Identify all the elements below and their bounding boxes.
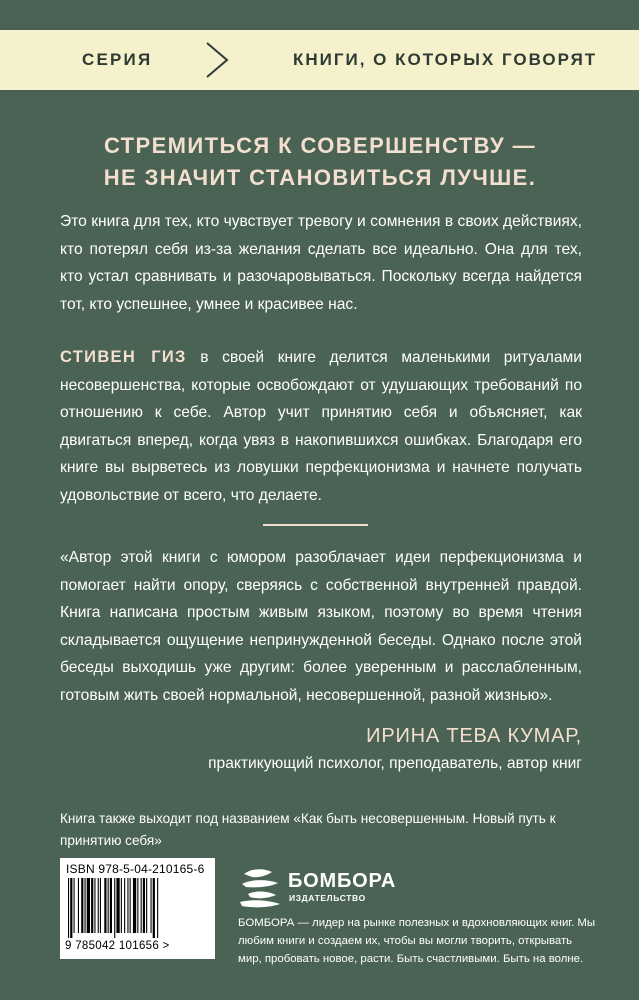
chevron-right-icon — [203, 41, 231, 79]
barcode-bar — [114, 878, 115, 938]
quote-author-role: практикующий психолог, преподаватель, автор книг — [208, 755, 582, 772]
barcode-bar — [94, 878, 95, 933]
quote-author: ИРИНА ТЕВА КУМАР, — [366, 725, 582, 747]
barcode-bar — [78, 878, 79, 933]
barcode-image — [66, 878, 209, 938]
barcode-digits-text: 9 785042 101656 > — [65, 940, 170, 952]
barcode-bar — [127, 878, 128, 933]
barcode-bar — [121, 878, 122, 933]
barcode-bar — [70, 878, 72, 938]
review-quote: «Автор этой книги с юмором разоблачает идеи перфекционизма и помогает найти опору, сверяясь с собственной внутренней правдой. Книга написана простым живым языком, поэтому во время чтения складывается ощущение непринужденной беседы. Однако после этой беседы выходишь уже другим: более уверенным и расслабленным, готовым жить своей нормальной, несовершенной, разной жизнью». — [60, 549, 582, 704]
barcode-bar — [153, 878, 155, 938]
author-paragraph — [60, 344, 582, 509]
barcode-bar — [116, 878, 119, 933]
bombora-logo-icon — [238, 868, 282, 908]
author-paragraph-text: в своей книге делится маленькими ритуалами несовершенства, которые освобождают от удушающих требований по отношению к себе. Автор учит принятию себя и объясняет, как двигаться вперед, когда увяз в накопившихся ошибках. Благодаря его книге вы вырветесь из ловушки перфекционизма и начнете получать удовольствие от всего, что делаете. — [60, 349, 582, 504]
author-name: СТИВЕН ГИЗ — [60, 348, 187, 366]
barcode-bar — [91, 878, 93, 933]
barcode-bar — [157, 878, 158, 938]
barcode-bar — [108, 878, 109, 933]
barcode-bar — [137, 878, 138, 933]
barcode-bar — [81, 878, 83, 933]
barcode-bar — [124, 878, 125, 933]
barcode-bar — [133, 878, 136, 933]
divider — [263, 524, 368, 526]
barcode-bar — [146, 878, 147, 933]
publisher-logo-subtitle: ИЗДАТЕЛЬСТВО — [289, 893, 366, 903]
description-paragraph: Это книга для тех, кто чувствует тревогу и сомнения в своих действиях, кто потерял себя из-за желания сделать все идеально. Она для тех, кто устал сравнивать и разочаровываться. Поскольку всегда найдется тот, кто успешнее, умнее и красивее нас. — [60, 213, 582, 313]
barcode-bar — [141, 878, 142, 933]
barcode-bar — [87, 878, 90, 933]
barcode-bar — [100, 878, 101, 933]
publisher-logo-text: БОМБОРА — [288, 870, 397, 892]
publisher-logo — [238, 868, 397, 908]
barcode-bar — [85, 878, 86, 933]
series-label: СЕРИЯ — [82, 50, 153, 69]
barcode-bar — [151, 878, 152, 933]
barcode-bar — [98, 878, 99, 933]
barcode-bar — [74, 878, 75, 933]
barcode-bar — [143, 878, 145, 933]
barcode-bar — [68, 878, 69, 938]
publisher-blurb: БОМБОРА — лидер на рынке полезных и вдохновляющих книг. Мы любим книги и создаем их, чтобы вы могли творить, открывать мир, пробовать новое, расти. Быть счастливыми. Быть на волне. — [238, 917, 596, 965]
series-name: КНИГИ, О КОТОРЫХ ГОВОРЯТ — [293, 50, 598, 69]
headline-line-2: НЕ ЗНАЧИТ СТАНОВИТЬСЯ ЛУЧШЕ. — [103, 165, 537, 190]
barcode-bar — [104, 878, 106, 933]
barcode-bar — [110, 878, 112, 933]
alternate-title-note: Книга также выходит под названием «Как быть несовершенным. Новый путь к принятию себя» — [60, 811, 556, 848]
headline-line-1: СТРЕМИТЬСЯ К СОВЕРШЕНСТВУ — — [103, 133, 537, 158]
isbn-text: ISBN 978-5-04-210165-6 — [66, 862, 205, 876]
barcode-bar — [130, 878, 131, 933]
barcode-panel — [60, 858, 215, 959]
series-bar — [0, 30, 639, 90]
